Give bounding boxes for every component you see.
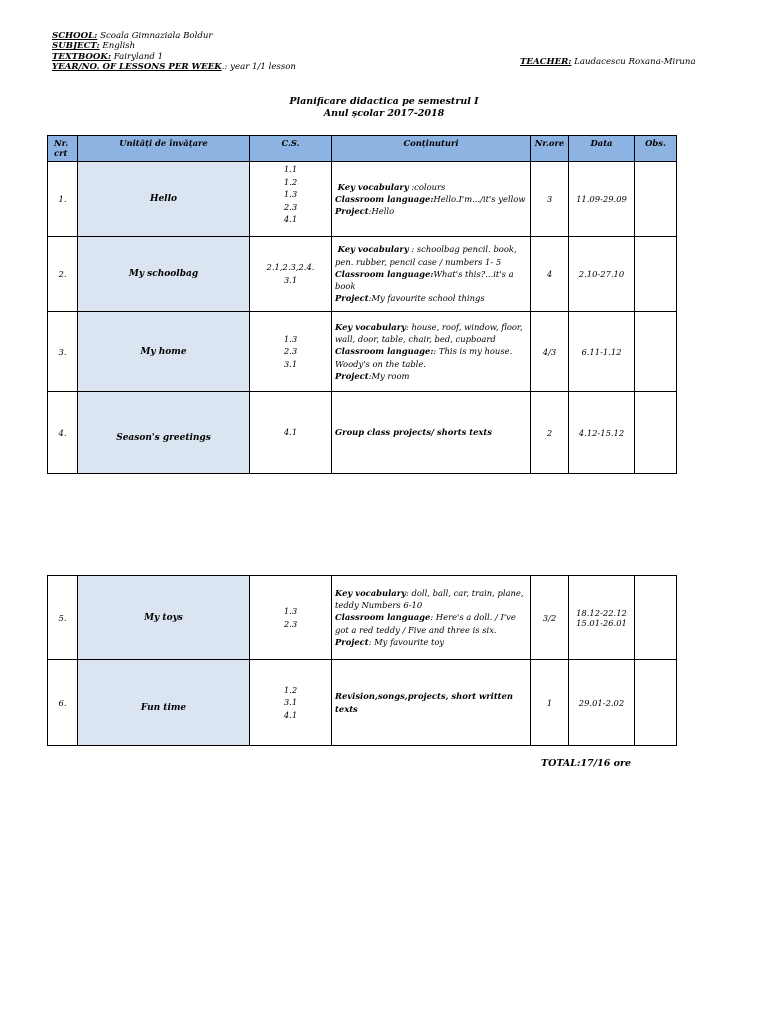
teacher-line <box>520 57 696 67</box>
header-row <box>48 136 677 162</box>
col-unit: Unități de învățare <box>78 136 250 162</box>
kv-label: Key vocabulary <box>337 244 409 255</box>
kv-text: : schoolbag pencil. book, pen. rubber, pencil case / numbers 1- 5 <box>335 244 517 267</box>
row-unit: My toys <box>78 576 250 660</box>
table-row <box>48 237 677 312</box>
row-content <box>332 237 531 312</box>
row-nr: 2. <box>48 237 78 312</box>
content-text: Group class projects/ shorts texts <box>335 427 493 438</box>
title-line-2: Anul școlar 2017-2018 <box>323 108 445 119</box>
cs-item: 1.3 <box>283 605 298 616</box>
cl-label: Classroom language: <box>335 346 434 357</box>
row-hours: 2 <box>531 392 569 474</box>
row-unit <box>78 660 250 746</box>
pr-label: Project <box>335 370 369 381</box>
row-hours: 3/2 <box>531 576 569 660</box>
cs-item: 4.1 <box>283 709 298 720</box>
col-hours: Nr.ore <box>531 136 569 162</box>
row-unit: Hello <box>78 162 250 237</box>
table-row <box>48 660 677 746</box>
cs-item: 4.1 <box>283 427 298 438</box>
school-value: Scoala Gimnaziala Boldur <box>97 31 213 41</box>
cs-item: 2.3 <box>283 618 298 629</box>
school-label: SCHOOL: <box>52 31 98 41</box>
cl-label: Classroom language: <box>335 193 434 204</box>
subject-value: English <box>99 41 136 52</box>
kv-text: :colours <box>408 181 446 192</box>
cs-item: 1.3 <box>283 333 298 344</box>
row-date: 2.10-27.10 <box>569 237 635 312</box>
unit-text: Season's greetings <box>116 432 211 443</box>
table-row <box>48 312 677 392</box>
row-content <box>332 312 531 392</box>
pr-label: Project <box>335 636 369 647</box>
row-hours: 3 <box>531 162 569 237</box>
cs-item: 1.1 <box>283 164 298 174</box>
kv-label: Key vocabulary <box>335 587 407 598</box>
row-unit <box>78 392 250 474</box>
col-content: Conținuturi <box>332 136 531 162</box>
row-date: 29.01-2.02 <box>569 660 635 746</box>
pr-text: :Hello <box>368 206 395 217</box>
row-nr: 5. <box>48 576 78 660</box>
pr-label: Project <box>335 293 369 304</box>
cl-label: Classroom language: <box>335 268 434 279</box>
row-date: 11.09-29.09 <box>569 162 635 237</box>
teacher-label: TEACHER: <box>520 57 572 67</box>
textbook-label: TEXTBOOK: <box>52 51 112 62</box>
cl-text: : This is my house. Woody's on the table. <box>335 346 513 369</box>
cs-item: 3.1 <box>283 697 298 708</box>
cs-item: 1.2 <box>283 176 298 187</box>
row-date: 6.11-1.12 <box>569 312 635 392</box>
cl-text: What's this?...it's a book <box>335 268 514 292</box>
pr-text: :My favourite school things <box>368 293 485 304</box>
cl-text: : Here's a doll. / I've got a red teddy / Five and three is six. <box>335 612 516 635</box>
row-obs <box>635 576 677 660</box>
row-cs <box>250 392 332 474</box>
row-content <box>332 162 531 237</box>
planning-table-1 <box>47 135 677 474</box>
document-title <box>0 96 768 120</box>
pr-label: Project <box>335 206 369 217</box>
teacher-value: Laudacescu Roxana-Miruna <box>571 57 696 67</box>
cs-item: 3.1 <box>283 358 298 369</box>
row-nr: 6. <box>48 660 78 746</box>
title-line-1: Planificare didactica pe semestrul I <box>289 96 479 107</box>
subject-line <box>52 41 296 51</box>
row-date: 4.12-15.12 <box>569 392 635 474</box>
cs-item: 2.1,2.3,2.4. <box>266 262 315 273</box>
row-cs <box>250 237 332 312</box>
date-line: 18.12-22.12 <box>576 607 627 618</box>
row-obs <box>635 162 677 237</box>
row-nr: 1. <box>48 162 78 237</box>
row-cs <box>250 660 332 746</box>
pr-text: :My room <box>368 370 410 381</box>
school-line <box>52 31 296 41</box>
row-date <box>569 576 635 660</box>
date-line: 15.01-26.01 <box>576 617 627 628</box>
table-row <box>48 162 677 237</box>
row-cs <box>250 576 332 660</box>
total-hours: TOTAL:17/16 ore <box>541 758 632 769</box>
planning-table-2 <box>47 575 677 746</box>
cl-label: Classroom language <box>335 612 431 623</box>
row-content <box>332 392 531 474</box>
col-cs: C.S. <box>250 136 332 162</box>
col-nr: Nr. crt <box>48 136 78 162</box>
cl-text: Hello.I'm.../it's yellow <box>433 193 526 204</box>
row-obs <box>635 312 677 392</box>
kv-label: Key vocabulary <box>337 181 409 192</box>
textbook-value: Fairyland 1 <box>111 51 164 62</box>
row-content <box>332 660 531 746</box>
cs-item: 1.2 <box>283 684 298 695</box>
pr-text: : My favourite toy <box>368 636 445 647</box>
year-value: .: year 1/1 lesson <box>221 62 296 73</box>
row-hours: 1 <box>531 660 569 746</box>
content-text: Revision,songs,projects, short written texts <box>335 691 513 714</box>
year-line <box>52 62 296 72</box>
row-obs <box>635 237 677 312</box>
table-row <box>48 392 677 474</box>
row-unit: My schoolbag <box>78 237 250 312</box>
unit-text: Fun time <box>140 702 187 713</box>
kv-text: : house, roof, window, floor, wall, door, table, chair, bed, cupboard <box>335 321 523 345</box>
cs-item: 3.1 <box>283 275 298 285</box>
row-obs <box>635 660 677 746</box>
cs-item: 2.3 <box>283 201 298 212</box>
row-hours: 4 <box>531 237 569 312</box>
row-obs <box>635 392 677 474</box>
kv-text: : doll, ball, car, train, plane, teddy Numbers 6-10 <box>335 587 524 611</box>
row-hours: 4/3 <box>531 312 569 392</box>
row-content <box>332 576 531 660</box>
table-row <box>48 576 677 660</box>
cs-item: 4.1 <box>283 214 298 225</box>
textbook-line <box>52 52 296 62</box>
row-nr: 4. <box>48 392 78 474</box>
year-label: YEAR/NO. OF LESSONS PER WEEK <box>52 62 222 73</box>
cs-item: 2.3 <box>283 346 298 357</box>
cs-item: 1.3 <box>283 189 298 200</box>
kv-label: Key vocabulary <box>335 321 407 332</box>
row-nr: 3. <box>48 312 78 392</box>
document-header <box>52 31 296 73</box>
col-obs: Obs. <box>635 136 677 162</box>
col-date: Data <box>569 136 635 162</box>
row-cs <box>250 162 332 237</box>
row-cs <box>250 312 332 392</box>
subject-label: SUBJECT: <box>52 41 100 52</box>
row-unit: My home <box>78 312 250 392</box>
